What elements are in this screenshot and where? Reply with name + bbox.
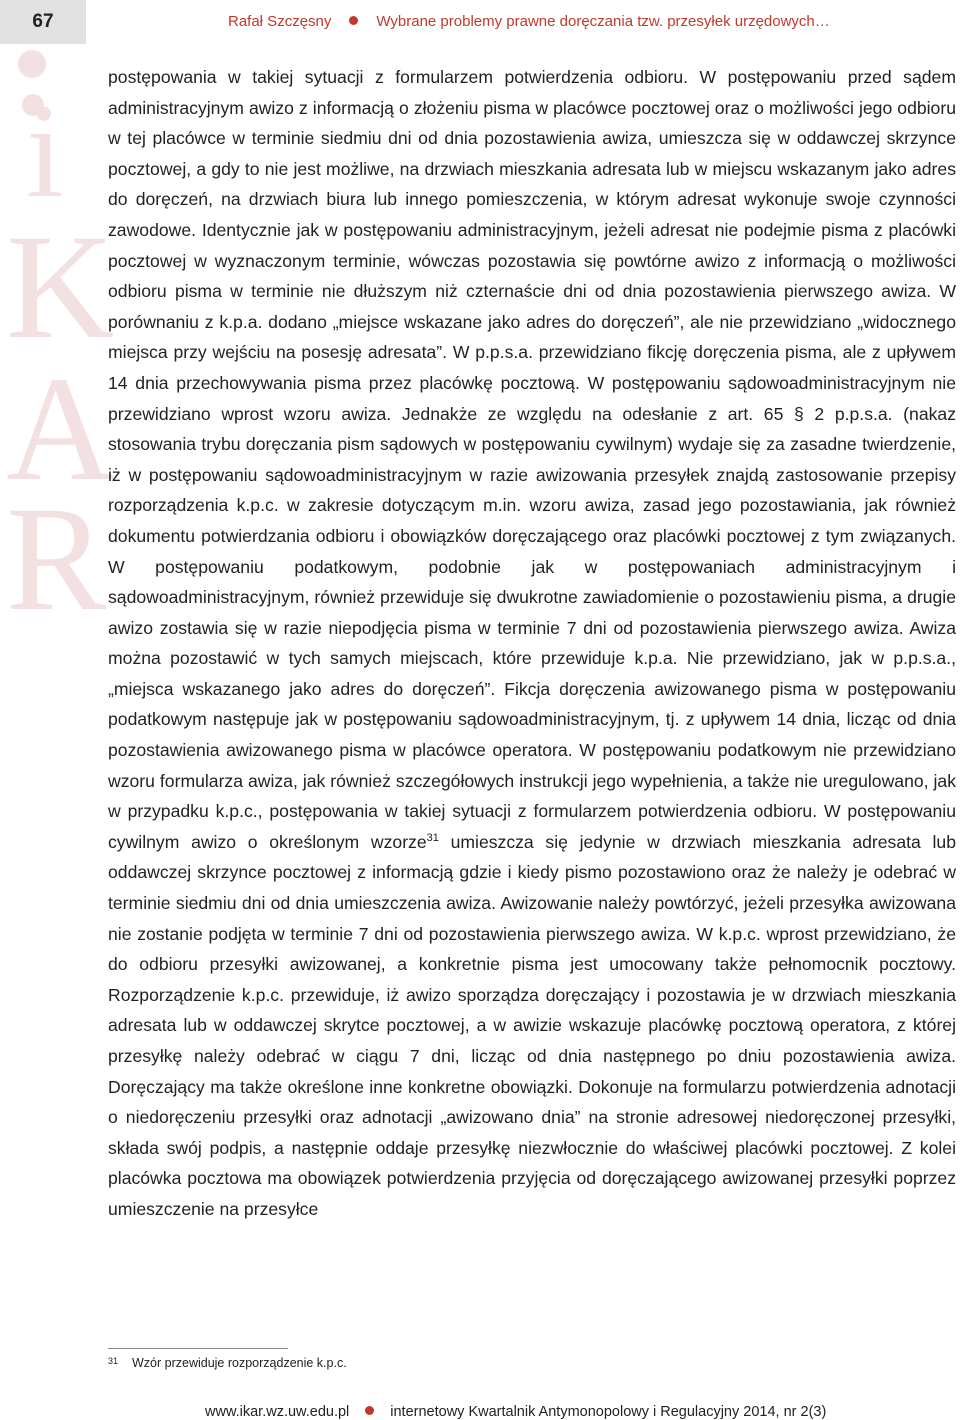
body-paragraph [108,62,956,1225]
logo-letter-a: A [6,346,115,512]
page-footer [205,1404,826,1420]
bullet-dot-icon [349,16,358,25]
bullet-dot-icon [365,1406,374,1415]
footer-url[interactable]: www.ikar.wz.uw.edu.pl [205,1404,350,1420]
footnote-number: 31 [108,1356,119,1366]
logo-letter-i: i [26,77,64,226]
footer-journal: internetowy Kwartalnik Antymonopolowy i Regulacyjny 2014, nr 2(3) [390,1404,827,1420]
body-text-part-2: umieszcza się jedynie w drzwiach mieszkania adresata lub oddawczej skrzynce pocztowej z informacją gdzie i kiedy pismo pozostawiono oraz że należy je odebrać w terminie siedmiu dni od dnia umieszczenia awiza. Awizowanie należy powtórzyć, jeżeli przesyłka awizowana nie zostanie podjęta w terminie 7 dni od pozostawienia pierwszego awiza. W k.p.c. wprost przewidziano, że do odbioru przesyłki awizowanej, a konkretnie pisma jest umocowany także pełnomocnik pocztowy. Rozporządzenie k.p.c. przewiduje, iż awizo sporządza doręczający i pozostawia je w drzwiach mieszkania adresata lub w oddawczej skrytce pocztowej, a w awizie wskazuje placówkę pocztową operatora, z której przesyłkę należy odebrać w ciągu 7 dni, licząc od dnia następnego po dniu pozostawienia awiza. Doręczający ma także określone inne konkretne obowiązki. Dokonuje na formularzu potwierdzenia adnotacji o niedoręczeniu przesyłki oraz adnotacji „awizowano dnia” na stronie adresowej niedoręczonej przesyłki, składa swój podpis, a następnie oddaje przesyłkę niezwłocznie do właściwej placówki pocztowej. Z kolei placówka pocztowa ma obowiązek potwierdzenia przyjęcia od doręczającego awizowanej przesyłki poprzez umieszczenie na przesyłce [108,831,956,1219]
footnote [108,1356,347,1370]
footnote-divider [108,1348,288,1349]
logo-letter-k: K [6,204,115,370]
footnote-reference[interactable]: 31 [426,831,439,844]
header-title: Wybrane problemy prawne doręczania tzw. przesyłek urzędowych… [376,13,830,30]
logo-letter-r: R [6,476,107,642]
page-number: 67 [0,0,86,44]
header-author: Rafał Szczęsny [228,13,332,30]
footnote-text: Wzór przewiduje rozporządzenie k.p.c. [132,1356,347,1370]
body-text-part-1: postępowania w takiej sytuacji z formularzem potwierdzenia odbioru. W postępowaniu przed sądem administracyjnym awizo z informacją o złożeniu pisma w placówce pocztowej oraz o możliwości jego odbioru w tej placówce w terminie siedmiu dni od dnia pozostawienia awiza, umieszcza się w oddawczej skrzynce pocztowej, a gdy to nie jest możliwe, na drzwiach mieszkania adresata lub w miejscu wskazanym jako adres do doręczeń, na drzwiach biura lub innego pomieszczenia, w którym adresat wykonuje swoje czynności zawodowe. Identycznie jak w postępowaniu administracyjnym, jeżeli adresat nie podejmie pisma z placówki pocztowej w wyznaczonym terminie, wówczas pozostawia się powtórne awizo z informacją o możliwości odbioru pisma w terminie nie dłuższym niż czternaście dni od dnia pozostawienia pierwszego awiza. W porównaniu z k.p.a. dodano „miejsce wskazane jako adres do doręczeń”, ale nie przewidziano „widocznego miejsca przy wejściu na posesję adresata”. W p.p.s.a. przewidziano fikcję doręczenia pisma, ale z upływem 14 dnia przechowywania pisma przez placówkę pocztową. W postępowaniu sądowoadministracyjnym nie przewidziano wprost wzoru awiza. Jednakże ze względu na odesłanie z art. 65 § 2 p.p.s.a. (nakaz stosowania trybu doręczania pism sądowych w postępowaniu cywilnym) wydaje się za zasadne twierdzenie, iż w postępowaniu sądowoadministracyjnym w razie awizowania przesyłek znajdą zastosowanie przepisy rozporządzenia k.p.c. w zakresie dotyczącym m.in. wzoru awiza, zasad jego pozostawiania, jak również dokumentu potwierdzania odbioru i obowiązków doręczającego oraz placówki pocztowej z tym związanych. W postępowaniu podatkowym, podobnie jak w postępowaniach administracyjnym i sądowoadministracyjnym, również przewiduje się dwukrotne zawiadomienie o pozostawieniu pisma, a drugie awizo zostawia się w razie niepodjęcia pisma w terminie 7 dni od pozostawienia pierwszego awiza. Awiza można pozostawić w tych samych miejscach, które przewiduje k.p.a. Nie przewidziano, jak w p.p.s.a., „miejsca wskazanego jako adres do doręczeń”. Fikcja doręczenia awizowanego pisma w postępowaniu podatkowym następuje jak w postępowaniu sądowoadministracyjnym, tj. z upływem 14 dnia, licząc od dnia pozostawienia awizowanego pisma w placówce operatora. W postępowaniu podatkowym nie przewidziano wzoru formularza awiza, jak również szczegółowych instrukcji jego wypełnienia, a także nie uregulowano, jak w przypadku k.p.c., postępowania w takiej sytuacji z formularzem potwierdzenia odbioru. W postępowaniu cywilnym awizo o określonym wzorze [108,67,956,852]
running-header [228,13,830,30]
decor-circle-large-icon [18,50,46,78]
